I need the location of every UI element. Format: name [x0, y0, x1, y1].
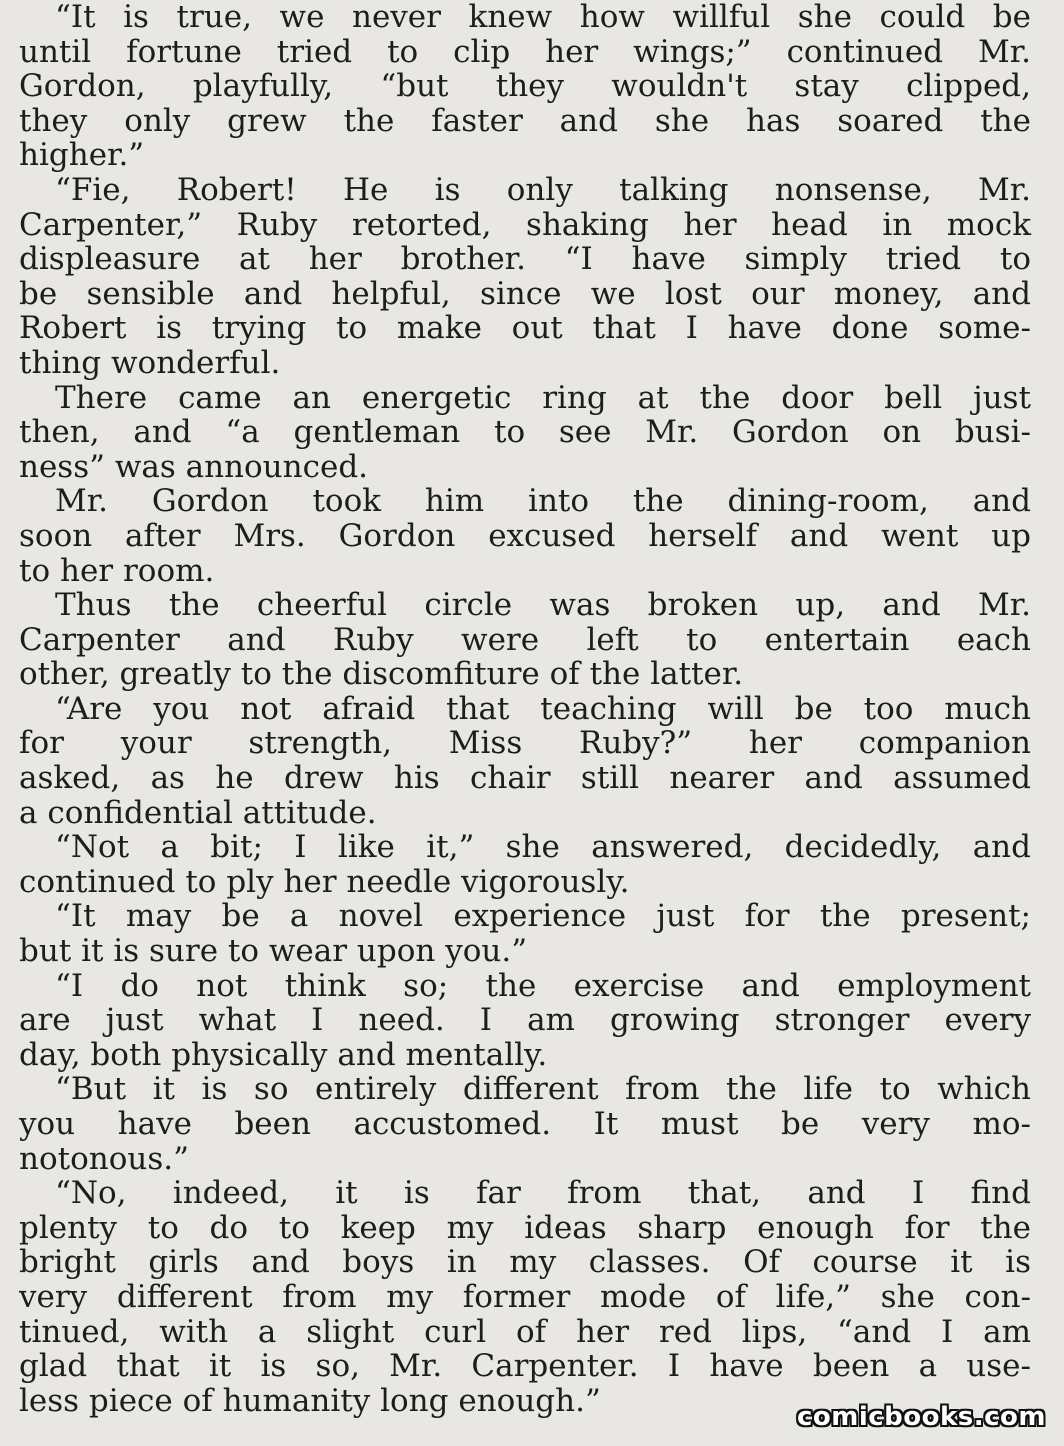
text-line: bright girls and boys in my classes. Of course it is — [19, 1244, 1031, 1281]
text-line: “I do not think so; the exercise and employment — [55, 967, 1031, 1004]
text-line: less piece of humanity long enough.” — [19, 1382, 601, 1419]
text-line: thing wonderful. — [19, 344, 281, 381]
text-line: until fortune tried to clip her wings;” continued Mr. — [19, 33, 1031, 70]
text-line: tinued, with a slight curl of her red lips, “and I am — [19, 1313, 1031, 1350]
text-line: displeasure at her brother. “I have simply tried to — [19, 241, 1031, 278]
text-line: Mr. Gordon took him into the dining-room, and — [55, 483, 1031, 520]
text-line: Carpenter,” Ruby retorted, shaking her head in mock — [19, 206, 1031, 243]
text-line: soon after Mrs. Gordon excused herself and went up — [19, 517, 1031, 554]
text-line: “Are you not afraid that teaching will be too much — [55, 690, 1031, 727]
text-line: very different from my former mode of life,” she con- — [19, 1278, 1031, 1315]
text-line: are just what I need. I am growing stronger every — [19, 1002, 1031, 1039]
text-column — [19, 0, 1031, 1418]
text-line: Robert is trying to make out that I have done some- — [19, 310, 1031, 347]
text-line: glad that it is so, Mr. Carpenter. I have been a use- — [19, 1348, 1031, 1385]
text-line: be sensible and helpful, since we lost our money, and — [19, 275, 1031, 312]
text-line: you have been accustomed. It must be very mo- — [19, 1106, 1031, 1142]
watermark: comicbooks.com — [796, 1402, 1046, 1432]
text-line: Gordon, playfully, “but they wouldn't stay clipped, — [19, 68, 1031, 105]
text-line: they only grew the faster and she has soared the — [19, 102, 1031, 139]
text-line: for your strength, Miss Ruby?” her companion — [19, 725, 1031, 762]
text-line: “Fie, Robert! He is only talking nonsense, Mr. — [55, 171, 1031, 208]
text-line: then, and “a gentleman to see Mr. Gordon on busi- — [19, 414, 1031, 451]
text-line: “It is true, we never knew how willful she could be — [55, 0, 1031, 35]
text-line: a confidential attitude. — [19, 794, 377, 831]
text-line: There came an energetic ring at the door bell just — [55, 379, 1031, 416]
text-line: other, greatly to the discomfiture of the latter. — [19, 656, 744, 693]
text-line: “But it is so entirely different from the life to which — [55, 1071, 1031, 1108]
text-line: Carpenter and Ruby were left to entertain each — [19, 621, 1031, 658]
text-line: continued to ply her needle vigorously. — [19, 863, 630, 900]
text-line: Thus the cheerful circle was broken up, and Mr. — [55, 587, 1031, 624]
text-line: day, both physically and mentally. — [19, 1036, 548, 1073]
text-line: ness” was announced. — [19, 448, 369, 485]
text-line: but it is sure to wear upon you.” — [19, 933, 528, 970]
text-line: plenty to do to keep my ideas sharp enough for the — [19, 1209, 1031, 1246]
text-line: asked, as he drew his chair still nearer and assumed — [19, 760, 1031, 797]
text-line: “No, indeed, it is far from that, and I find — [55, 1175, 1031, 1212]
text-line: notonous.” — [19, 1140, 189, 1177]
text-line: to her room. — [19, 552, 215, 589]
text-line: higher.” — [19, 137, 145, 174]
text-line: “Not a bit; I like it,” she answered, decidedly, and — [55, 829, 1031, 866]
text-line: “It may be a novel experience just for the present; — [55, 898, 1031, 935]
